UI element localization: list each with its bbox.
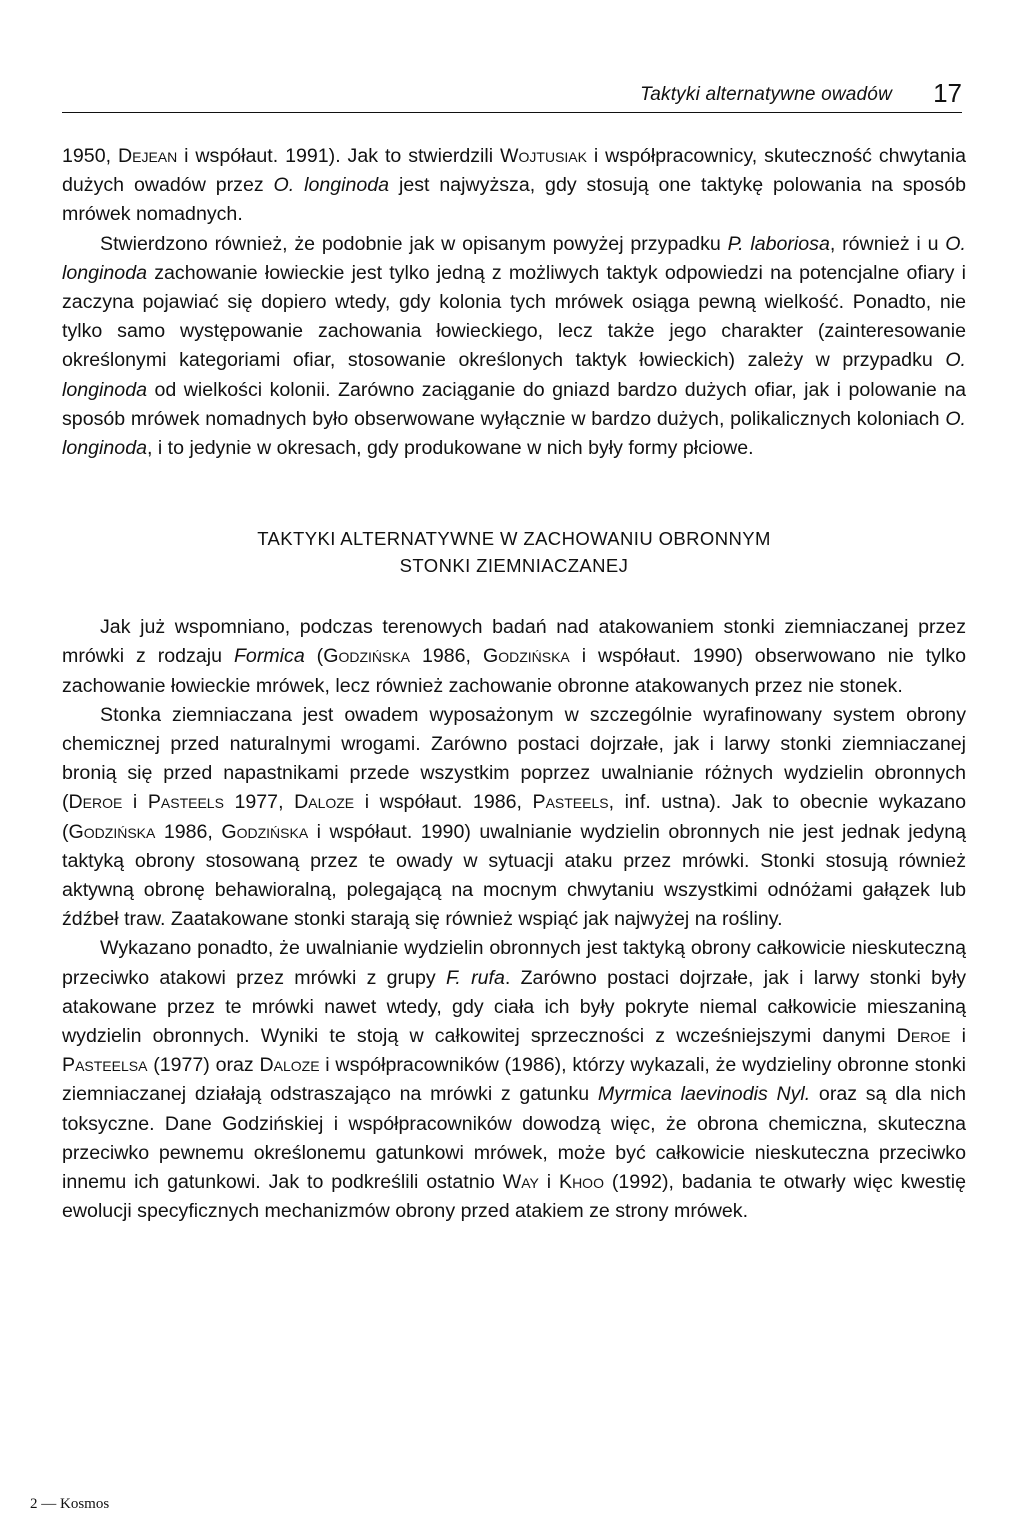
section-heading-line: STONKI ZIEMNIACZANEJ [399, 555, 629, 577]
text-run: zachowanie łowieckie jest tylko jedną z możliwych taktyk odpowiedzi na potencjalne ofiary i zaczyna pojawiać się dopiero wtedy, gdy kolonia tych mrówek osiąga pewną wielkość. Ponadto, nie tylko samo występowanie zachowania łowieckiego, lecz także jego charakter (zainteresowanie określonymi kategoriami ofiar, stosowanie określonych taktyk łowieckich) zależy w przypadku [62, 261, 966, 372]
text-run: i [538, 1171, 559, 1194]
section-heading-line: TAKTYKI ALTERNATYWNE W ZACHOWANIU OBRONNYM [257, 528, 771, 550]
text-run: Stwierdzono również, że podobnie jak w opisanym powyżej przypadku [100, 232, 728, 255]
species-name: O. longinoda [62, 407, 966, 460]
author-name: Godzińska [323, 645, 411, 668]
text-run: i współpracowników (1986), którzy wykazali, że wydzieliny obronne stonki ziemniaczanej działają odstraszająco na mrówki z gatunku [62, 1054, 966, 1106]
author-name: Wojtusiak [500, 145, 587, 167]
text-run: , również i u [829, 232, 946, 255]
text-run: Stonka ziemniaczana jest owadem wyposażonym w szczególnie wyrafinowany system obrony chemicznej przed naturalnymi wrogami. Zarówno postaci dojrzałe, jak i larwy stonki ziemniaczanej bronią się przed napastnikami przede wszystkim poprzez uwalnianie różnych wydzielin obronnych ( [62, 703, 966, 814]
section-heading [62, 525, 966, 579]
text-run: 1977, [223, 791, 295, 814]
author-name: Pasteelsa [62, 1054, 148, 1077]
paragraph-5 [62, 934, 966, 1226]
text-run: i współpracownicy, skuteczność chwytania dużych owadów przez [62, 145, 966, 197]
text-run: i współaut. 1986, [354, 791, 533, 814]
text-run: oraz są dla nich toksyczne. Dane Godzińskiej i współpracowników dowodzą więc, że obrona chemiczna, skuteczna przeciwko pewnemu określonemu gatunkowi mrówek, może być całkowicie nieskuteczna przeciwko innemu ich gatunkowi. Jak to podkreślili ostatnio [62, 1083, 966, 1194]
text-run: 1986, [155, 820, 222, 843]
species-name: F. rufa [445, 966, 505, 989]
author-name: Way [502, 1171, 539, 1194]
author-name: Deroe [68, 791, 123, 814]
species-name: P. laboriosa [727, 232, 830, 255]
body-text [62, 142, 966, 1227]
species-name: O. longinoda [273, 174, 390, 197]
text-run: Jak już wspomniano, podczas terenowych badań nad atakowaniem stonki ziemniaczanej przez mrówki z rodzaju [62, 616, 966, 668]
signature-mark: 2 — Kosmos [30, 1496, 110, 1512]
text-run: i [950, 1025, 967, 1048]
text-run: 1950, [62, 145, 118, 167]
text-run: . Zarówno postaci dojrzałe, jak i larwy stonki były atakowane przez te mrówki nawet wtedy, gdy ciała ich były pokryte niemal całkowicie mieszaniną wydzielin obronnych. Wyniki te stoją w całkowitej sprzeczności z wcześniejszymi danymi [62, 966, 966, 1048]
text-run: i współaut. 1990) obserwowano nie tylko zachowanie łowieckie mrówek, lecz również zachowanie obronne atakowanych przez nie stonek. [62, 645, 967, 697]
author-name: Dejean [117, 145, 178, 167]
text-run: , i to jedynie w okresach, gdy produkowane w nich były formy płciowe. [147, 437, 754, 460]
text-run: i współaut. 1991). Jak to stwierdzili [177, 145, 501, 167]
running-title: Taktyki alternatywne owadów [640, 84, 892, 105]
species-name: O. longinoda [62, 232, 966, 284]
text-run: Wykazano ponadto, że uwalnianie wydzielin obronnych jest taktyką obrony całkowicie nieskuteczną przeciwko atakowi przez mrówki z grupy [62, 937, 966, 989]
text-run: (1992), badania te otwarły więc kwestię ewolucji specyficznych mechanizmów obrony przed atakiem ze strony mrówek. [62, 1171, 967, 1223]
text-run: , inf. ustna). Jak to obecnie wykazano ( [62, 791, 967, 843]
author-name: Pasteels [147, 791, 224, 814]
paragraph-4 [62, 701, 966, 935]
author-name: Khoo [559, 1171, 604, 1194]
text-run: jest najwyższa, gdy stosują one taktykę polowania na sposób mrówek nomadnych. [62, 174, 966, 226]
author-name: Godzińska [482, 645, 570, 668]
species-name: Myrmica laevinodis Nyl. [597, 1083, 811, 1106]
text-run: i [122, 791, 148, 814]
author-name: Godzińska [68, 820, 156, 843]
author-name: Daloze [294, 791, 355, 814]
text-run: (1977) oraz [147, 1054, 260, 1077]
author-name: Deroe [896, 1025, 951, 1048]
text-run: od wielkości kolonii. Zarówno zaciąganie do gniazd bardzo dużych ofiar, jak i polowanie na sposób mrówek nomadnych było obserwowane wyłącznie w bardzo dużych, polikalicznych koloniach [62, 378, 966, 430]
genus-name: Formica [233, 645, 305, 668]
page-number: 17 [933, 78, 962, 108]
running-header [62, 78, 962, 113]
author-name: Pasteels [532, 791, 609, 814]
paragraph-1 [62, 142, 966, 230]
author-name: Daloze [259, 1054, 320, 1077]
text-run: i współaut. 1990) uwalnianie wydzielin obronnych nie jest jednak jedyną taktyką obrony stosowaną przez te owady w sytuacji ataku przez mrówki. Stonki stosują również aktywną obronę behawioralną, polegającą na mocnym chwytaniu wszystkimi odnóżami gałązek lub źdźbeł traw. Zaatakowane stonki starają się również wspiąć jak najwyżej na rośliny. [62, 820, 966, 931]
text-run: ( [304, 645, 324, 668]
species-name: O. longinoda [62, 349, 966, 401]
text-run: 1986, [410, 645, 483, 668]
paragraph-3 [62, 613, 966, 701]
author-name: Godzińska [221, 820, 309, 843]
paragraph-2 [62, 230, 966, 464]
